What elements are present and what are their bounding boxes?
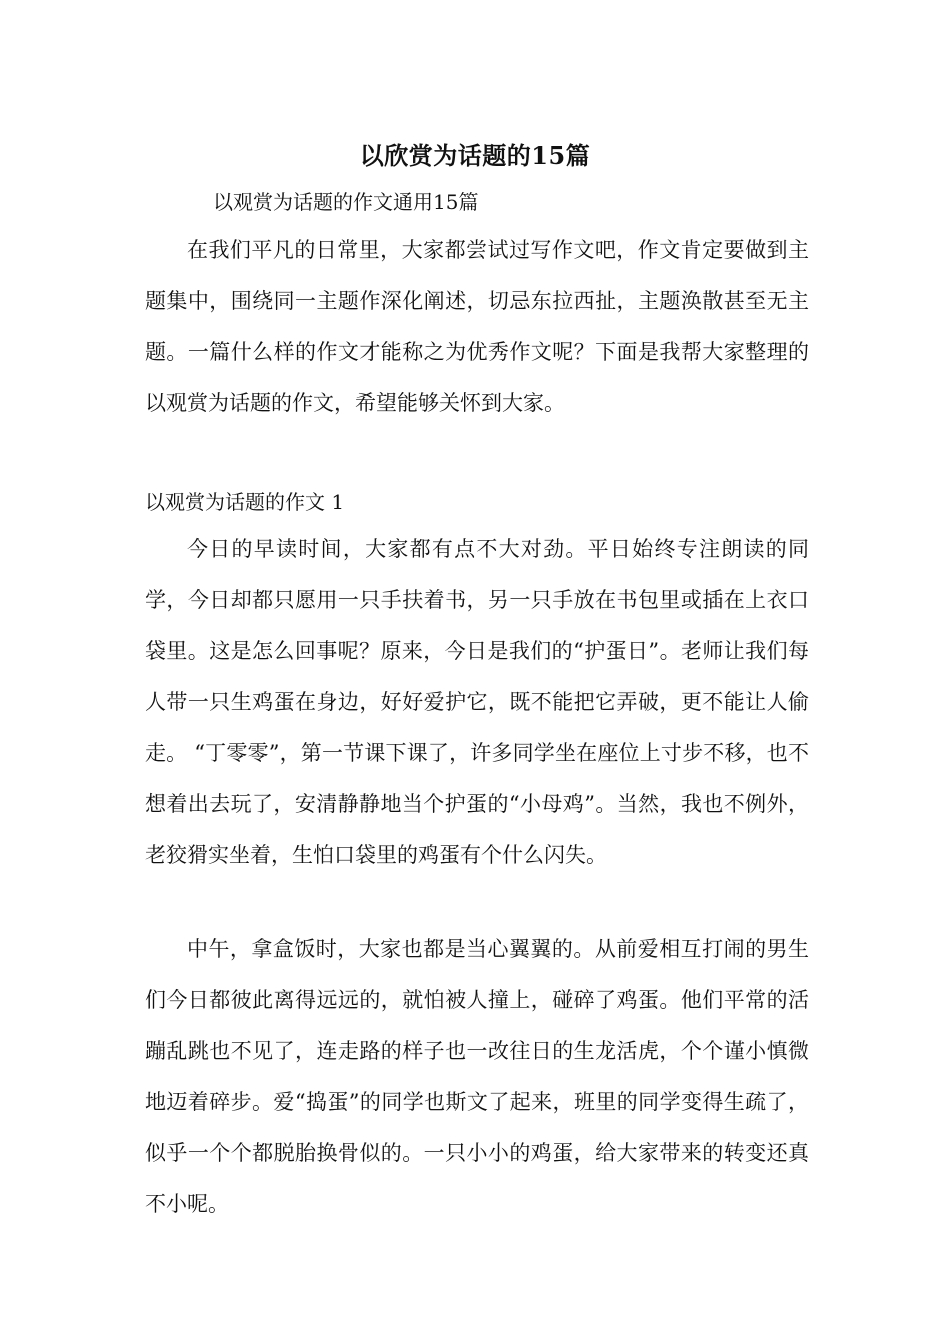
document-title: 以欣赏为话题的15篇 [359, 141, 591, 170]
intro-paragraph: 在我们平凡的日常里，大家都尝试过写作文吧，作文肯定要做到主题集中，围绕同一主题作深化阐述，切忌东拉西扯，主题涣散甚至无主题。一篇什么样的作文才能称之为优秀作文呢？下面是我帮大家整理的以观赏为话题的作文，希望能够关怀到大家。 [145, 238, 809, 415]
body-paragraph: 中午，拿盒饭时，大家也都是当心翼翼的。从前爱相互打闹的男生们今日都彼此离得远远的，就怕被人撞上，碰碎了鸡蛋。他们平常的活蹦乱跳也不见了，连走路的样子也一改往日的生龙活虎，个个谨小慎微地迈着碎步。爱“捣蛋”的同学也斯文了起来，班里的同学变得生疏了，似乎一个个都脱胎换骨似的。一只小小的鸡蛋，给大家带来的转变还真不小呢。 [145, 937, 809, 1216]
document-subtitle: 以观赏为话题的作文通用15篇 [213, 190, 479, 214]
section-heading: 以观赏为话题的作文 1 [145, 490, 345, 514]
body-paragraph: 今日的早读时间，大家都有点不大对劲。平日始终专注朗读的同学，今日却都只愿用一只手扶着书，另一只手放在书包里或插在上衣口袋里。这是怎么回事呢？原来，今日是我们的“护蛋日”。老师让我们每人带一只生鸡蛋在身边，好好爱护它，既不能把它弄破，更不能让人偷走。 “丁零零”，第一节课下课了，许多同学坐在座位上寸步不移，也不想着出去玩了，安清静静地当个护蛋的“小母鸡”。当然，我也不例外，老狡猾实坐着，生怕口袋里的鸡蛋有个什么闪失。 [145, 537, 809, 867]
